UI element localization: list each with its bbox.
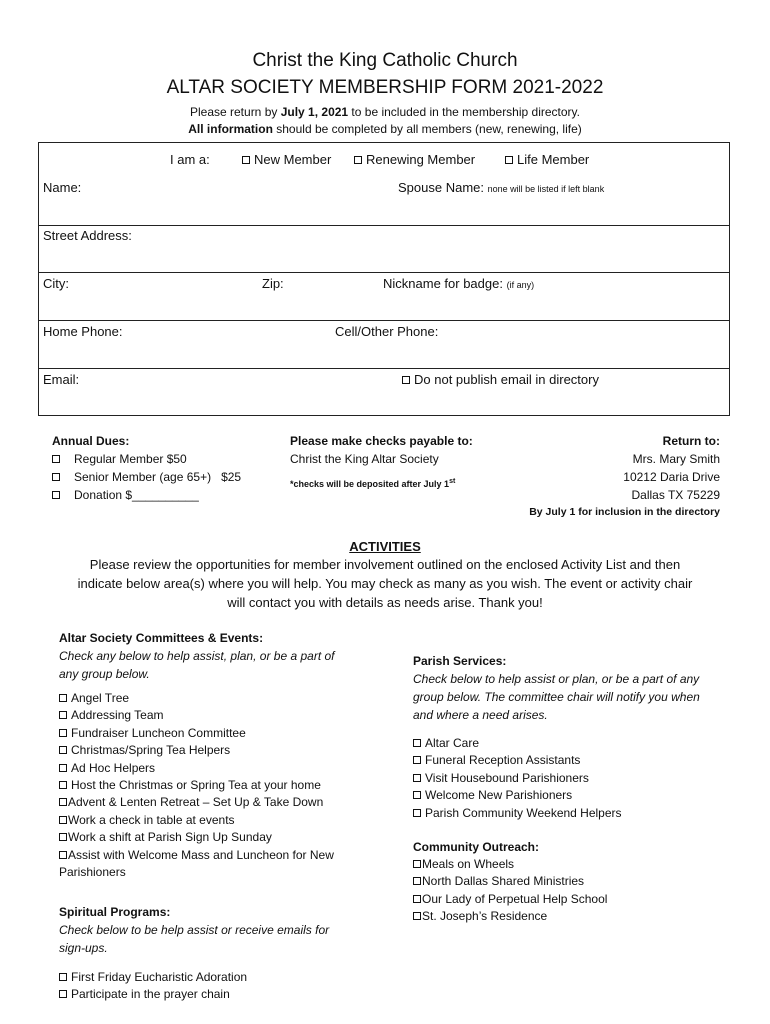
home-phone-field[interactable]: Home Phone: — [43, 324, 123, 339]
checkbox-icon — [59, 729, 67, 737]
committee-option[interactable] — [59, 794, 369, 811]
checkbox-icon — [413, 791, 421, 799]
parish-desc: group below. The committee chair will notify you when — [413, 690, 700, 704]
checkbox-icon — [59, 816, 67, 824]
zip-field[interactable]: Zip: — [262, 276, 284, 291]
parish-title: Parish Services: — [413, 654, 507, 668]
parish-option[interactable] — [413, 787, 733, 804]
checkbox-icon — [59, 711, 67, 719]
dues-label: Senior Member (age 65+) $25 — [74, 470, 242, 484]
no-publish-email-checkbox[interactable] — [402, 372, 599, 387]
life-member-checkbox[interactable] — [505, 152, 589, 167]
committee-option[interactable] — [59, 829, 369, 846]
option-label: Visit Housebound Parishioners — [425, 770, 589, 785]
parish-option[interactable] — [413, 770, 733, 787]
return-title: Return to: — [662, 434, 720, 448]
option-label: Welcome New Parishioners — [425, 788, 573, 803]
parish-option[interactable] — [413, 735, 733, 752]
checkbox-icon — [413, 860, 421, 868]
name-field[interactable]: Name: — [43, 180, 82, 195]
committees-section — [59, 629, 369, 881]
option-label: First Friday Eucharistic Adoration — [71, 970, 248, 984]
committee-option[interactable] — [59, 812, 369, 829]
committees-desc: Check any below to help assist, plan, or be a part of — [59, 649, 335, 663]
spouse-name-field[interactable] — [398, 180, 604, 195]
return-instructions — [0, 105, 770, 119]
checkbox-icon — [413, 895, 421, 903]
note-text: *checks will be deposited after July 1 — [290, 479, 450, 489]
committee-option[interactable] — [59, 742, 369, 759]
checkbox-icon — [59, 990, 67, 998]
divider — [39, 368, 729, 369]
committee-option[interactable] — [59, 847, 369, 864]
parish-services-section — [413, 652, 733, 822]
field-label: Spouse Name: — [398, 180, 484, 195]
church-name: Christ the King Catholic Church — [252, 50, 518, 71]
activities-title: ACTIVITIES — [349, 539, 421, 554]
dues-label: Donation $__________ — [74, 488, 199, 502]
option-label: North Dallas Shared Ministries — [422, 874, 585, 889]
checkbox-icon — [52, 455, 60, 463]
return-address-section — [460, 432, 720, 521]
spiritual-title: Spiritual Programs: — [59, 905, 171, 919]
outreach-option[interactable] — [413, 908, 733, 925]
checkbox-label: New Member — [254, 152, 332, 167]
checkbox-icon — [52, 473, 60, 481]
option-label: Advent & Lenten Retreat – Set Up & Take Down — [68, 795, 324, 810]
instruction-bold: All information — [188, 122, 273, 136]
activities-intro-line: Please review the opportunities for member involvement outlined on the enclosed Activity List and then — [89, 557, 681, 572]
nickname-field[interactable] — [383, 276, 534, 291]
checkbox-label: Life Member — [517, 152, 590, 167]
dues-option-senior[interactable] — [52, 468, 241, 486]
spiritual-programs-section — [59, 903, 369, 1004]
checkbox-icon — [413, 739, 421, 747]
checks-deposit-note — [290, 478, 473, 489]
dues-title: Annual Dues: — [52, 434, 130, 448]
member-type-label: I am a: — [170, 152, 210, 167]
dues-label: Regular Member $50 — [74, 452, 187, 466]
completion-instructions — [0, 122, 770, 136]
committee-option[interactable] — [59, 760, 369, 777]
form-title: ALTAR SOCIETY MEMBERSHIP FORM 2021-2022 — [166, 77, 604, 98]
option-label: Christmas/Spring Tea Helpers — [71, 743, 231, 758]
cell-phone-field[interactable]: Cell/Other Phone: — [335, 324, 439, 339]
checks-title: Please make checks payable to: — [290, 434, 473, 448]
outreach-title: Community Outreach: — [413, 840, 540, 854]
checkbox-label: Do not publish email in directory — [414, 372, 599, 387]
option-label: Angel Tree — [71, 691, 130, 705]
spiritual-option[interactable] — [59, 969, 369, 986]
checkbox-icon — [59, 833, 67, 841]
return-name: Mrs. Mary Smith — [632, 452, 720, 466]
annual-dues-section — [52, 432, 241, 504]
outreach-list — [413, 856, 733, 926]
checkbox-icon — [505, 156, 513, 164]
checkbox-icon — [242, 156, 250, 164]
new-member-checkbox[interactable] — [242, 152, 331, 167]
committee-option[interactable] — [59, 690, 369, 707]
committees-title: Altar Society Committees & Events: — [59, 631, 264, 645]
checkbox-icon — [413, 877, 421, 885]
divider — [39, 320, 729, 321]
street-address-field[interactable]: Street Address: — [43, 228, 132, 243]
checks-payee: Christ the King Altar Society — [290, 452, 439, 466]
outreach-option[interactable] — [413, 873, 733, 890]
committee-option[interactable] — [59, 777, 369, 794]
spiritual-list — [59, 969, 369, 1004]
option-label: Fundraiser Luncheon Committee — [71, 725, 246, 740]
option-label: Parish Community Weekend Helpers — [425, 805, 622, 820]
email-field[interactable]: Email: — [43, 372, 80, 387]
outreach-option[interactable] — [413, 891, 733, 908]
option-label: Assist with Welcome Mass and Luncheon for New — [68, 847, 334, 862]
checkbox-icon — [402, 376, 410, 384]
committee-option[interactable] — [59, 707, 369, 724]
checks-payable-section — [290, 432, 473, 489]
dues-option-regular[interactable] — [52, 450, 241, 468]
checkbox-icon — [59, 973, 67, 981]
option-label: Host the Christmas or Spring Tea at your home — [71, 778, 321, 793]
option-label: Addressing Team — [71, 708, 164, 723]
instruction-text: should be completed by all members (new, renewing, life) — [272, 122, 582, 136]
checkbox-icon — [413, 809, 421, 817]
member-info-form — [38, 142, 730, 416]
checkbox-icon — [59, 746, 67, 754]
dues-option-donation[interactable] — [52, 486, 241, 504]
spiritual-desc: sign-ups. — [59, 941, 108, 955]
field-note: none will be listed if left blank — [487, 184, 605, 194]
checkbox-icon — [413, 912, 421, 920]
note-sup: st — [449, 478, 456, 485]
return-street: 10212 Daria Drive — [623, 470, 720, 484]
divider — [39, 272, 729, 273]
checkbox-icon — [59, 851, 67, 859]
checkbox-icon — [59, 781, 67, 789]
deadline-date: July 1, 2021 — [280, 105, 349, 119]
city-field[interactable]: City: — [43, 276, 69, 291]
option-label: Funeral Reception Assistants — [425, 753, 581, 768]
committee-option[interactable] — [59, 725, 369, 742]
option-label: Ad Hoc Helpers — [71, 760, 156, 775]
community-outreach-section — [413, 838, 733, 926]
option-label: Meals on Wheels — [422, 857, 515, 871]
checkbox-icon — [413, 756, 421, 764]
checkbox-icon — [59, 694, 67, 702]
parish-desc: Check below to help assist or plan, or be a part of any — [413, 672, 700, 686]
field-note: (if any) — [506, 280, 535, 290]
option-label: St. Joseph’s Residence — [422, 909, 548, 924]
renewing-member-checkbox[interactable] — [354, 152, 475, 167]
field-label: Nickname for badge: — [383, 276, 503, 291]
option-label: Work a shift at Parish Sign Up Sunday — [68, 830, 272, 845]
return-deadline: By July 1 for inclusion in the directory — [529, 506, 720, 518]
instruction-text: to be included in the membership directory. — [348, 105, 580, 119]
return-city: Dallas TX 75229 — [631, 488, 720, 502]
committee-option-continued: Parishioners — [59, 865, 126, 880]
parish-option[interactable] — [413, 752, 733, 769]
activities-intro-line: indicate below area(s) where you will help. You may check as many as you wish. The event or activity chair — [77, 576, 693, 591]
committees-list — [59, 690, 369, 881]
checkbox-icon — [413, 774, 421, 782]
option-label: Participate in the prayer chain — [71, 987, 230, 1002]
checkbox-icon — [52, 491, 60, 499]
parish-list — [413, 735, 733, 822]
checkbox-label: Renewing Member — [366, 152, 476, 167]
committees-desc: any group below. — [59, 667, 150, 681]
spiritual-desc: Check below to be help assist or receive emails for — [59, 923, 330, 937]
activities-intro-line: will contact you with details as needs arise. Thank you! — [227, 595, 543, 610]
option-label: Work a check in table at events — [68, 812, 235, 827]
parish-option[interactable] — [413, 805, 733, 822]
spiritual-option[interactable] — [59, 986, 369, 1003]
option-label: Altar Care — [425, 736, 480, 750]
option-label: Our Lady of Perpetual Help School — [422, 891, 608, 906]
outreach-option[interactable] — [413, 856, 733, 873]
parish-desc: and where a need arises. — [413, 708, 548, 722]
checkbox-icon — [354, 156, 362, 164]
checkbox-icon — [59, 798, 67, 806]
checkbox-icon — [59, 764, 67, 772]
instruction-text: Please return by — [189, 105, 281, 119]
divider — [39, 225, 729, 226]
